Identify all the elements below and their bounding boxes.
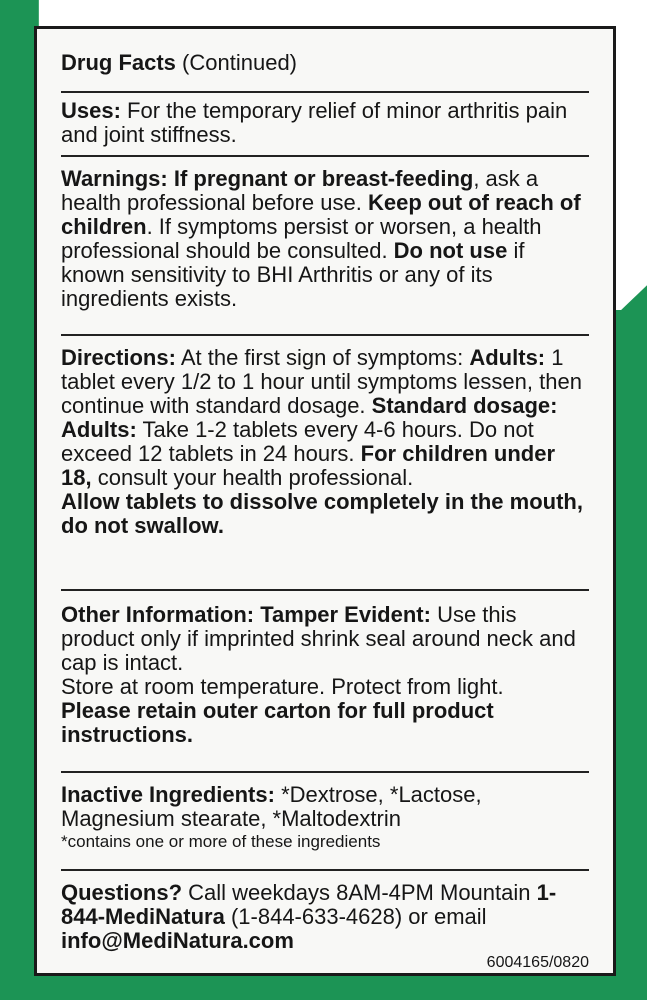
uses-text: For the temporary relief of minor arthritis pain and joint stiffness. (61, 98, 568, 147)
questions-section (61, 871, 589, 973)
directions-section (61, 336, 589, 591)
inactive-ingredients-label: Inactive Ingredients: (61, 782, 275, 807)
questions-label: Questions? (61, 880, 183, 905)
directions-dissolve-note: Allow tablets to dissolve completely in the mouth, do not swallow. (61, 489, 583, 538)
inactive-ingredients-section (61, 773, 589, 871)
phone-number: 1-844-MediNatura (61, 880, 557, 929)
questions-text-2: (1-844-633-4628) or email (224, 904, 487, 929)
questions-text-1: Call weekdays 8AM-4PM Mountain (182, 880, 537, 905)
drug-facts-header (61, 29, 589, 93)
warnings-text-1: , ask a health professional before use. (61, 166, 539, 215)
directions-children: For children under 18, (61, 441, 556, 490)
warnings-text-3: if known sensitivity to BHI Arthritis or any of its ingredients exists. (61, 238, 525, 311)
ingredients-footnote: *contains one or more of these ingredients (61, 832, 381, 851)
drug-facts-subtitle: (Continued) (182, 50, 297, 75)
warnings-label: Warnings: If pregnant or breast-feeding (61, 166, 474, 191)
warnings-section (61, 157, 589, 336)
drug-facts-panel (34, 26, 616, 976)
directions-standard-dosage: Standard dosage: Adults: (61, 393, 558, 442)
product-code: 6004165/0820 (486, 954, 589, 971)
directions-text-2: 1 tablet every 1/2 to 1 hour until symptoms lessen, then continue with standard dosage. (61, 345, 582, 418)
warnings-do-not-use: Do not use (393, 238, 508, 263)
directions-label: Directions: (61, 345, 176, 370)
other-information-section (61, 591, 589, 773)
uses-label: Uses: (61, 98, 121, 123)
drug-facts-title: Drug Facts (61, 50, 176, 75)
email-address: info@MediNatura.com (61, 928, 294, 953)
directions-text-3: Take 1-2 tablets every 4-6 hours. Do not exceed 12 tablets in 24 hours. (61, 417, 534, 466)
warnings-text-2: . If symptoms persist or worsen, a health professional should be consulted. (61, 214, 542, 263)
other-information-label: Other Information: Tamper Evident: (61, 602, 431, 627)
warnings-keep-out: Keep out of reach of children (61, 190, 581, 239)
directions-text-1: At the first sign of symptoms: (175, 345, 470, 370)
inactive-ingredients-text: *Dextrose, *Lactose, Magnesium stearate, *Maltodextrin (61, 782, 482, 831)
storage-text: Store at room temperature. Protect from light. (61, 674, 504, 699)
other-information-text-1: Use this product only if imprinted shrink seal around neck and cap is intact. (61, 602, 576, 675)
directions-text-4: consult your health professional. (91, 465, 414, 490)
retain-carton-note: Please retain outer carton for full product instructions. (61, 698, 494, 747)
directions-adults: Adults: (469, 345, 546, 370)
uses-section (61, 93, 589, 157)
